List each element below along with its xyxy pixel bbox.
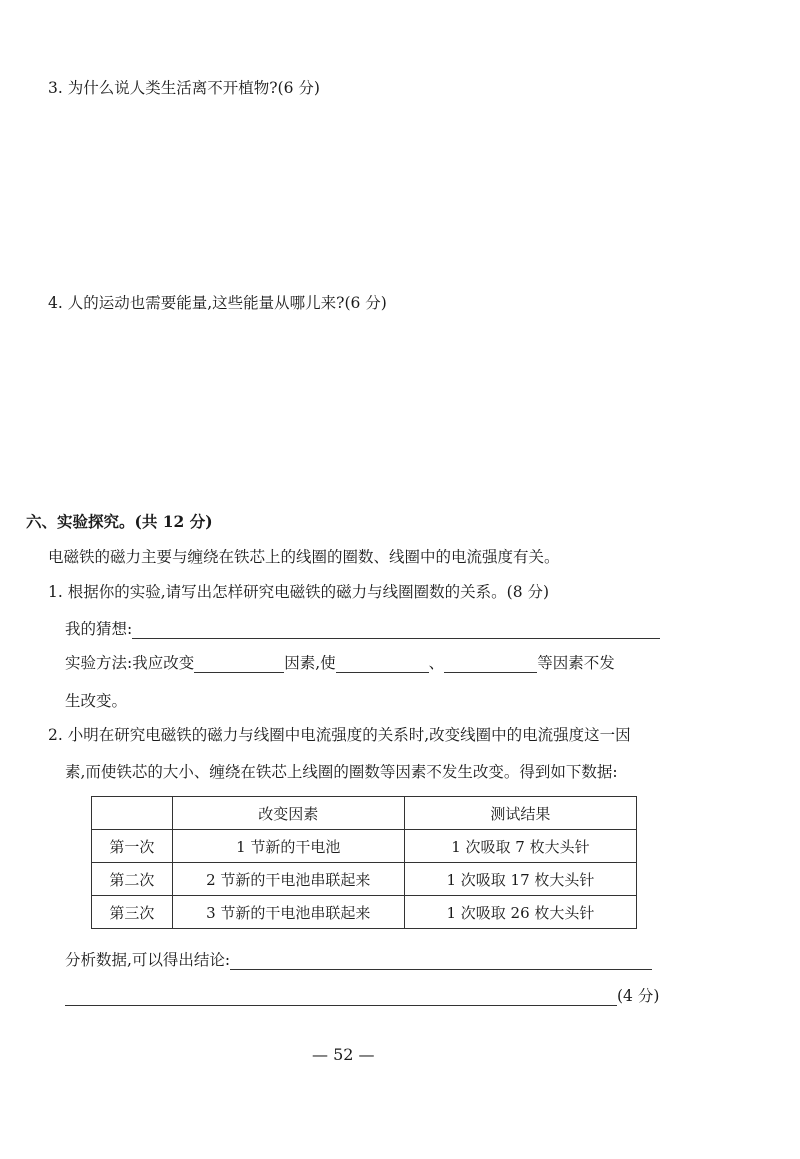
q2-stem-line1: 2. 小明在研究电磁铁的磁力与线圈中电流强度的关系时,改变线圈中的电流强度这一因	[48, 726, 631, 744]
analysis-row-2	[65, 984, 659, 1006]
table-header-row	[92, 797, 637, 830]
guess-answer-line[interactable]	[132, 620, 660, 639]
method-label: 实验方法:我应改变	[65, 654, 195, 672]
method-separator: 、	[428, 654, 445, 672]
table-cell: 1 节新的干电池	[172, 830, 404, 863]
question-4: 4. 人的运动也需要能量,这些能量从哪儿来?(6 分)	[48, 294, 387, 312]
question-3: 3. 为什么说人类生活离不开植物?(6 分)	[48, 79, 320, 97]
q1-method-continuation: 生改变。	[65, 692, 128, 710]
method-blank-2[interactable]	[336, 654, 429, 673]
table-cell: 1 次吸取 7 枚大头针	[404, 830, 636, 863]
table-row	[92, 896, 637, 929]
page-number: — 52 —	[312, 1045, 375, 1064]
table-cell: 1 次吸取 17 枚大头针	[404, 863, 636, 896]
q1-stem: 1. 根据你的实验,请写出怎样研究电磁铁的磁力与线圈圈数的关系。(8 分)	[48, 583, 550, 601]
section-6-title: 六、实验探究。(共 12 分)	[26, 512, 213, 531]
table-cell: 2 节新的干电池串联起来	[172, 863, 404, 896]
method-end-text: 等因素不发	[537, 654, 615, 672]
table-header-cell: 改变因素	[172, 797, 404, 830]
table-cell: 第一次	[92, 830, 173, 863]
data-table	[91, 796, 637, 929]
analysis-line-1[interactable]	[230, 951, 652, 970]
q1-guess-row	[65, 617, 660, 639]
section-6-intro: 电磁铁的磁力主要与缠绕在铁芯上的线圈的圈数、线圈中的电流强度有关。	[48, 548, 560, 566]
analysis-label: 分析数据,可以得出结论:	[65, 951, 231, 969]
guess-label: 我的猜想:	[65, 620, 133, 638]
table-row	[92, 863, 637, 896]
method-factor-text: 因素,使	[284, 654, 336, 672]
method-blank-3[interactable]	[444, 654, 537, 673]
analysis-line-2[interactable]	[65, 987, 617, 1006]
q2-stem-line2: 素,而使铁芯的大小、缠绕在铁芯上线圈的圈数等因素不发生改变。得到如下数据:	[65, 763, 618, 781]
table-row	[92, 830, 637, 863]
table-cell: 3 节新的干电池串联起来	[172, 896, 404, 929]
method-blank-1[interactable]	[194, 654, 284, 673]
analysis-row	[65, 948, 652, 970]
table-cell: 第三次	[92, 896, 173, 929]
q1-method-row	[65, 651, 615, 673]
points-label: (4 分)	[617, 987, 660, 1005]
table-header-cell	[92, 797, 173, 830]
table-cell: 1 次吸取 26 枚大头针	[404, 896, 636, 929]
table-cell: 第二次	[92, 863, 173, 896]
table-header-cell: 测试结果	[404, 797, 636, 830]
